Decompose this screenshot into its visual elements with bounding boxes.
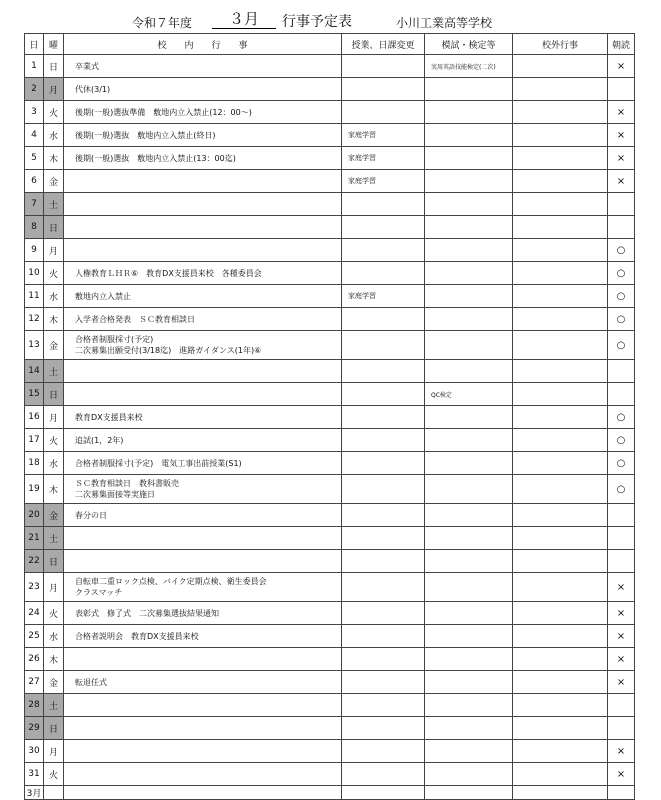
class-change-cell — [342, 308, 425, 331]
fiscal-year: 令和７年度 — [132, 16, 193, 30]
table-row — [25, 717, 635, 740]
day-cell: 18 — [25, 452, 44, 475]
class-change-cell — [342, 239, 425, 262]
weekday-cell: 水 — [44, 124, 64, 147]
outside-event-cell — [513, 124, 608, 147]
table-row — [25, 527, 635, 550]
table-row — [25, 475, 635, 504]
table-row — [25, 550, 635, 573]
outside-event-cell — [513, 602, 608, 625]
day-cell: 29 — [25, 717, 44, 740]
table-row — [25, 147, 635, 170]
outside-event-cell — [513, 308, 608, 331]
exam-cell — [425, 694, 513, 717]
event-cell — [64, 452, 342, 475]
weekday-cell: 水 — [44, 285, 64, 308]
event-cell — [64, 170, 342, 193]
event-cell — [64, 124, 342, 147]
event-cell — [64, 740, 342, 763]
class-change-cell — [342, 475, 425, 504]
event-text: 卒業式 — [75, 61, 99, 71]
table-row — [25, 360, 635, 383]
morning-reading-mark: ○ — [608, 452, 635, 475]
col-exams: 模試・検定等 — [425, 34, 513, 55]
morning-reading-mark: × — [608, 763, 635, 786]
event-cell — [64, 717, 342, 740]
footer-label: 3月 — [25, 786, 44, 800]
day-cell: 17 — [25, 429, 44, 452]
schedule-table — [24, 33, 635, 800]
event-cell — [64, 625, 342, 648]
weekday-cell: 木 — [44, 648, 64, 671]
weekday-cell: 月 — [44, 573, 64, 602]
exam-cell — [425, 147, 513, 170]
class-change-cell — [342, 360, 425, 383]
outside-event-cell — [513, 763, 608, 786]
event-text: 春分の日 — [75, 510, 107, 520]
table-row — [25, 78, 635, 101]
outside-event-cell — [513, 55, 608, 78]
morning-reading-mark: × — [608, 124, 635, 147]
event-text: 後期(一般)選抜 敷地内立入禁止(終日) — [75, 130, 216, 140]
event-cell — [64, 308, 342, 331]
outside-event-cell — [513, 527, 608, 550]
class-change-cell — [342, 694, 425, 717]
morning-reading-mark — [608, 383, 635, 406]
morning-reading-mark: ○ — [608, 262, 635, 285]
morning-reading-mark: ○ — [608, 308, 635, 331]
table-row — [25, 193, 635, 216]
header-row — [25, 34, 635, 55]
exam-cell — [425, 648, 513, 671]
morning-reading-mark: × — [608, 625, 635, 648]
table-row — [25, 170, 635, 193]
class-change-cell — [342, 717, 425, 740]
class-change-cell — [342, 216, 425, 239]
table-row — [25, 101, 635, 124]
col-school-events: 校 内 行 事 — [64, 34, 342, 55]
event-cell — [64, 694, 342, 717]
outside-event-cell — [513, 694, 608, 717]
weekday-cell: 日 — [44, 55, 64, 78]
morning-reading-mark: × — [608, 671, 635, 694]
weekday-cell: 月 — [44, 406, 64, 429]
day-cell: 21 — [25, 527, 44, 550]
outside-event-cell — [513, 573, 608, 602]
exam-cell — [425, 504, 513, 527]
class-change-cell — [342, 550, 425, 573]
table-row — [25, 648, 635, 671]
exam-cell — [425, 124, 513, 147]
table-row — [25, 262, 635, 285]
event-cell — [64, 573, 342, 602]
table-row — [25, 124, 635, 147]
day-cell: 28 — [25, 694, 44, 717]
weekday-cell: 金 — [44, 671, 64, 694]
exam-cell — [425, 763, 513, 786]
morning-reading-mark: × — [608, 170, 635, 193]
weekday-cell: 水 — [44, 625, 64, 648]
day-cell: 30 — [25, 740, 44, 763]
weekday-cell: 日 — [44, 216, 64, 239]
outside-event-cell — [513, 504, 608, 527]
day-cell: 27 — [25, 671, 44, 694]
outside-event-cell — [513, 740, 608, 763]
outside-event-cell — [513, 360, 608, 383]
morning-reading-mark: × — [608, 648, 635, 671]
outside-event-cell — [513, 383, 608, 406]
class-change-cell: 家庭学習 — [342, 170, 425, 193]
class-change-cell: 家庭学習 — [342, 147, 425, 170]
table-row — [25, 429, 635, 452]
morning-reading-mark — [608, 717, 635, 740]
table-row — [25, 694, 635, 717]
event-text: 表彰式 修了式 二次募集選抜結果通知 — [75, 608, 219, 618]
exam-cell — [425, 360, 513, 383]
class-change-cell — [342, 763, 425, 786]
outside-event-cell — [513, 717, 608, 740]
weekday-cell: 金 — [44, 331, 64, 360]
exam-cell — [425, 308, 513, 331]
outside-event-cell — [513, 648, 608, 671]
morning-reading-mark: × — [608, 55, 635, 78]
school-name: 小川工業高等学校 — [396, 16, 493, 30]
morning-reading-mark — [608, 504, 635, 527]
table-row — [25, 625, 635, 648]
exam-cell — [425, 239, 513, 262]
day-cell: 20 — [25, 504, 44, 527]
weekday-cell: 土 — [44, 360, 64, 383]
weekday-cell: 金 — [44, 504, 64, 527]
table-row — [25, 763, 635, 786]
weekday-cell: 日 — [44, 717, 64, 740]
class-change-cell — [342, 504, 425, 527]
outside-event-cell — [513, 475, 608, 504]
morning-reading-mark — [608, 360, 635, 383]
class-change-cell: 家庭学習 — [342, 285, 425, 308]
outside-event-cell — [513, 550, 608, 573]
exam-cell — [425, 429, 513, 452]
day-cell: 2 — [25, 78, 44, 101]
event-text: 敷地内立入禁止 — [75, 291, 131, 301]
outside-event-cell — [513, 285, 608, 308]
class-change-cell — [342, 625, 425, 648]
event-text: 後期(一般)選抜準備 敷地内立入禁止(12：00〜) — [75, 107, 252, 117]
event-text: 追試(1，2年) — [75, 435, 124, 445]
exam-cell — [425, 717, 513, 740]
exam-cell — [425, 550, 513, 573]
morning-reading-mark: ○ — [608, 475, 635, 504]
event-cell — [64, 406, 342, 429]
exam-cell — [425, 216, 513, 239]
morning-reading-mark — [608, 527, 635, 550]
outside-event-cell — [513, 406, 608, 429]
weekday-cell: 土 — [44, 527, 64, 550]
outside-event-cell — [513, 78, 608, 101]
morning-reading-mark — [608, 78, 635, 101]
outside-event-cell — [513, 216, 608, 239]
event-text: 合格者制服採寸(予定) — [75, 335, 154, 344]
month-label: ３月 — [212, 10, 276, 29]
class-change-cell — [342, 383, 425, 406]
event-text: 人権教育ＬＨＲ⑥ 教育DX支援員来校 各種委員会 — [75, 268, 262, 278]
morning-reading-mark — [608, 550, 635, 573]
weekday-cell: 水 — [44, 452, 64, 475]
day-cell: 24 — [25, 602, 44, 625]
event-cell — [64, 193, 342, 216]
exam-cell — [425, 262, 513, 285]
col-class-change: 授業、日課変更 — [342, 34, 425, 55]
exam-cell: QC検定 — [425, 383, 513, 406]
exam-cell — [425, 740, 513, 763]
table-row — [25, 308, 635, 331]
class-change-cell — [342, 429, 425, 452]
class-change-cell — [342, 602, 425, 625]
weekday-cell: 月 — [44, 239, 64, 262]
col-weekday: 曜 — [44, 34, 64, 55]
event-text: 代休(3/1) — [75, 84, 111, 94]
event-cell — [64, 147, 342, 170]
event-cell — [64, 550, 342, 573]
outside-event-cell — [513, 147, 608, 170]
morning-reading-mark: ○ — [608, 285, 635, 308]
morning-reading-mark: ○ — [608, 331, 635, 360]
event-cell — [64, 360, 342, 383]
class-change-cell — [342, 331, 425, 360]
event-text: ＳＣ教育相談日 教科書販売 — [75, 479, 179, 488]
class-change-cell — [342, 452, 425, 475]
event-cell — [64, 101, 342, 124]
table-row — [25, 216, 635, 239]
day-cell: 26 — [25, 648, 44, 671]
weekday-cell: 月 — [44, 740, 64, 763]
outside-event-cell — [513, 671, 608, 694]
col-morning-reading: 朝読 — [608, 34, 635, 55]
outside-event-cell — [513, 193, 608, 216]
footer-row — [25, 786, 635, 800]
day-cell: 10 — [25, 262, 44, 285]
exam-cell — [425, 452, 513, 475]
morning-reading-mark: ○ — [608, 429, 635, 452]
weekday-cell: 火 — [44, 763, 64, 786]
outside-event-cell — [513, 170, 608, 193]
class-change-cell — [342, 648, 425, 671]
day-cell: 22 — [25, 550, 44, 573]
weekday-cell: 木 — [44, 475, 64, 504]
day-cell: 14 — [25, 360, 44, 383]
class-change-cell — [342, 740, 425, 763]
class-change-cell — [342, 671, 425, 694]
event-cell — [64, 239, 342, 262]
weekday-cell: 火 — [44, 262, 64, 285]
table-row — [25, 740, 635, 763]
weekday-cell: 月 — [44, 78, 64, 101]
weekday-cell: 木 — [44, 147, 64, 170]
event-cell — [64, 527, 342, 550]
weekday-cell: 火 — [44, 429, 64, 452]
class-change-cell — [342, 55, 425, 78]
exam-cell — [425, 573, 513, 602]
class-change-cell — [342, 573, 425, 602]
day-cell: 8 — [25, 216, 44, 239]
exam-cell — [425, 527, 513, 550]
day-cell: 15 — [25, 383, 44, 406]
event-text: 自転車二重ロック点検、バイク定期点検、衛生委員会 — [75, 577, 267, 586]
event-text: 二次募集出願受付(3/18迄) 進路ガイダンス(1年)⑥ — [75, 346, 262, 355]
col-day: 日 — [25, 34, 44, 55]
class-change-cell — [342, 78, 425, 101]
table-row — [25, 504, 635, 527]
weekday-cell: 木 — [44, 308, 64, 331]
event-text: 合格者制服採寸(予定) 電気工事出前授業(S1) — [75, 458, 242, 468]
event-text: 教育DX支援員来校 — [75, 412, 143, 422]
weekday-cell: 火 — [44, 101, 64, 124]
exam-cell — [425, 78, 513, 101]
title-bar — [0, 10, 661, 32]
weekday-cell: 火 — [44, 602, 64, 625]
morning-reading-mark: × — [608, 101, 635, 124]
morning-reading-mark: × — [608, 147, 635, 170]
class-change-cell — [342, 527, 425, 550]
day-cell: 23 — [25, 573, 44, 602]
day-cell: 5 — [25, 147, 44, 170]
morning-reading-mark — [608, 694, 635, 717]
day-cell: 25 — [25, 625, 44, 648]
weekday-cell: 日 — [44, 383, 64, 406]
class-change-cell — [342, 262, 425, 285]
exam-cell — [425, 671, 513, 694]
table-row — [25, 406, 635, 429]
class-change-cell: 家庭学習 — [342, 124, 425, 147]
table-row — [25, 602, 635, 625]
weekday-cell: 土 — [44, 694, 64, 717]
exam-cell — [425, 285, 513, 308]
day-cell: 16 — [25, 406, 44, 429]
exam-cell — [425, 625, 513, 648]
morning-reading-mark — [608, 193, 635, 216]
event-cell — [64, 285, 342, 308]
day-cell: 7 — [25, 193, 44, 216]
event-cell — [64, 331, 342, 360]
morning-reading-mark: ○ — [608, 406, 635, 429]
day-cell: 31 — [25, 763, 44, 786]
table-row — [25, 55, 635, 78]
event-cell — [64, 78, 342, 101]
day-cell: 9 — [25, 239, 44, 262]
event-cell — [64, 475, 342, 504]
table-row — [25, 239, 635, 262]
exam-cell: 実用英語技能検定(二次) — [425, 55, 513, 78]
outside-event-cell — [513, 331, 608, 360]
exam-cell — [425, 406, 513, 429]
exam-cell — [425, 331, 513, 360]
event-text: 後期(一般)選抜 敷地内立入禁止(13：00迄) — [75, 153, 236, 163]
event-cell — [64, 383, 342, 406]
event-cell — [64, 602, 342, 625]
exam-cell — [425, 475, 513, 504]
table-row — [25, 671, 635, 694]
day-cell: 3 — [25, 101, 44, 124]
table-row — [25, 573, 635, 602]
class-change-cell — [342, 193, 425, 216]
morning-reading-mark: ○ — [608, 239, 635, 262]
weekday-cell: 金 — [44, 170, 64, 193]
event-cell — [64, 216, 342, 239]
table-row — [25, 452, 635, 475]
col-outside-events: 校外行事 — [513, 34, 608, 55]
table-row — [25, 285, 635, 308]
event-cell — [64, 763, 342, 786]
event-cell — [64, 648, 342, 671]
outside-event-cell — [513, 239, 608, 262]
outside-event-cell — [513, 101, 608, 124]
event-cell — [64, 504, 342, 527]
day-cell: 11 — [25, 285, 44, 308]
class-change-cell — [342, 406, 425, 429]
exam-cell — [425, 602, 513, 625]
day-cell: 6 — [25, 170, 44, 193]
exam-cell — [425, 170, 513, 193]
morning-reading-mark: × — [608, 602, 635, 625]
morning-reading-mark: × — [608, 573, 635, 602]
exam-cell — [425, 101, 513, 124]
page-title: 行事予定表 — [282, 14, 352, 30]
morning-reading-mark — [608, 216, 635, 239]
morning-reading-mark: × — [608, 740, 635, 763]
event-cell — [64, 55, 342, 78]
day-cell: 19 — [25, 475, 44, 504]
event-text: 合格者説明会 教育DX支援員来校 — [75, 631, 199, 641]
table-row — [25, 383, 635, 406]
event-cell — [64, 262, 342, 285]
weekday-cell: 土 — [44, 193, 64, 216]
event-text: 入学者合格発表 ＳＣ教育相談日 — [75, 314, 195, 324]
event-text: 転退任式 — [75, 677, 107, 687]
day-cell: 12 — [25, 308, 44, 331]
day-cell: 4 — [25, 124, 44, 147]
exam-cell — [425, 193, 513, 216]
day-cell: 1 — [25, 55, 44, 78]
event-text: クラスマッチ — [75, 588, 123, 597]
outside-event-cell — [513, 429, 608, 452]
class-change-cell — [342, 101, 425, 124]
outside-event-cell — [513, 625, 608, 648]
event-cell — [64, 671, 342, 694]
event-cell — [64, 429, 342, 452]
table-row — [25, 331, 635, 360]
outside-event-cell — [513, 452, 608, 475]
weekday-cell: 日 — [44, 550, 64, 573]
outside-event-cell — [513, 262, 608, 285]
event-text: 二次募集面接等実施日 — [75, 490, 155, 499]
day-cell: 13 — [25, 331, 44, 360]
